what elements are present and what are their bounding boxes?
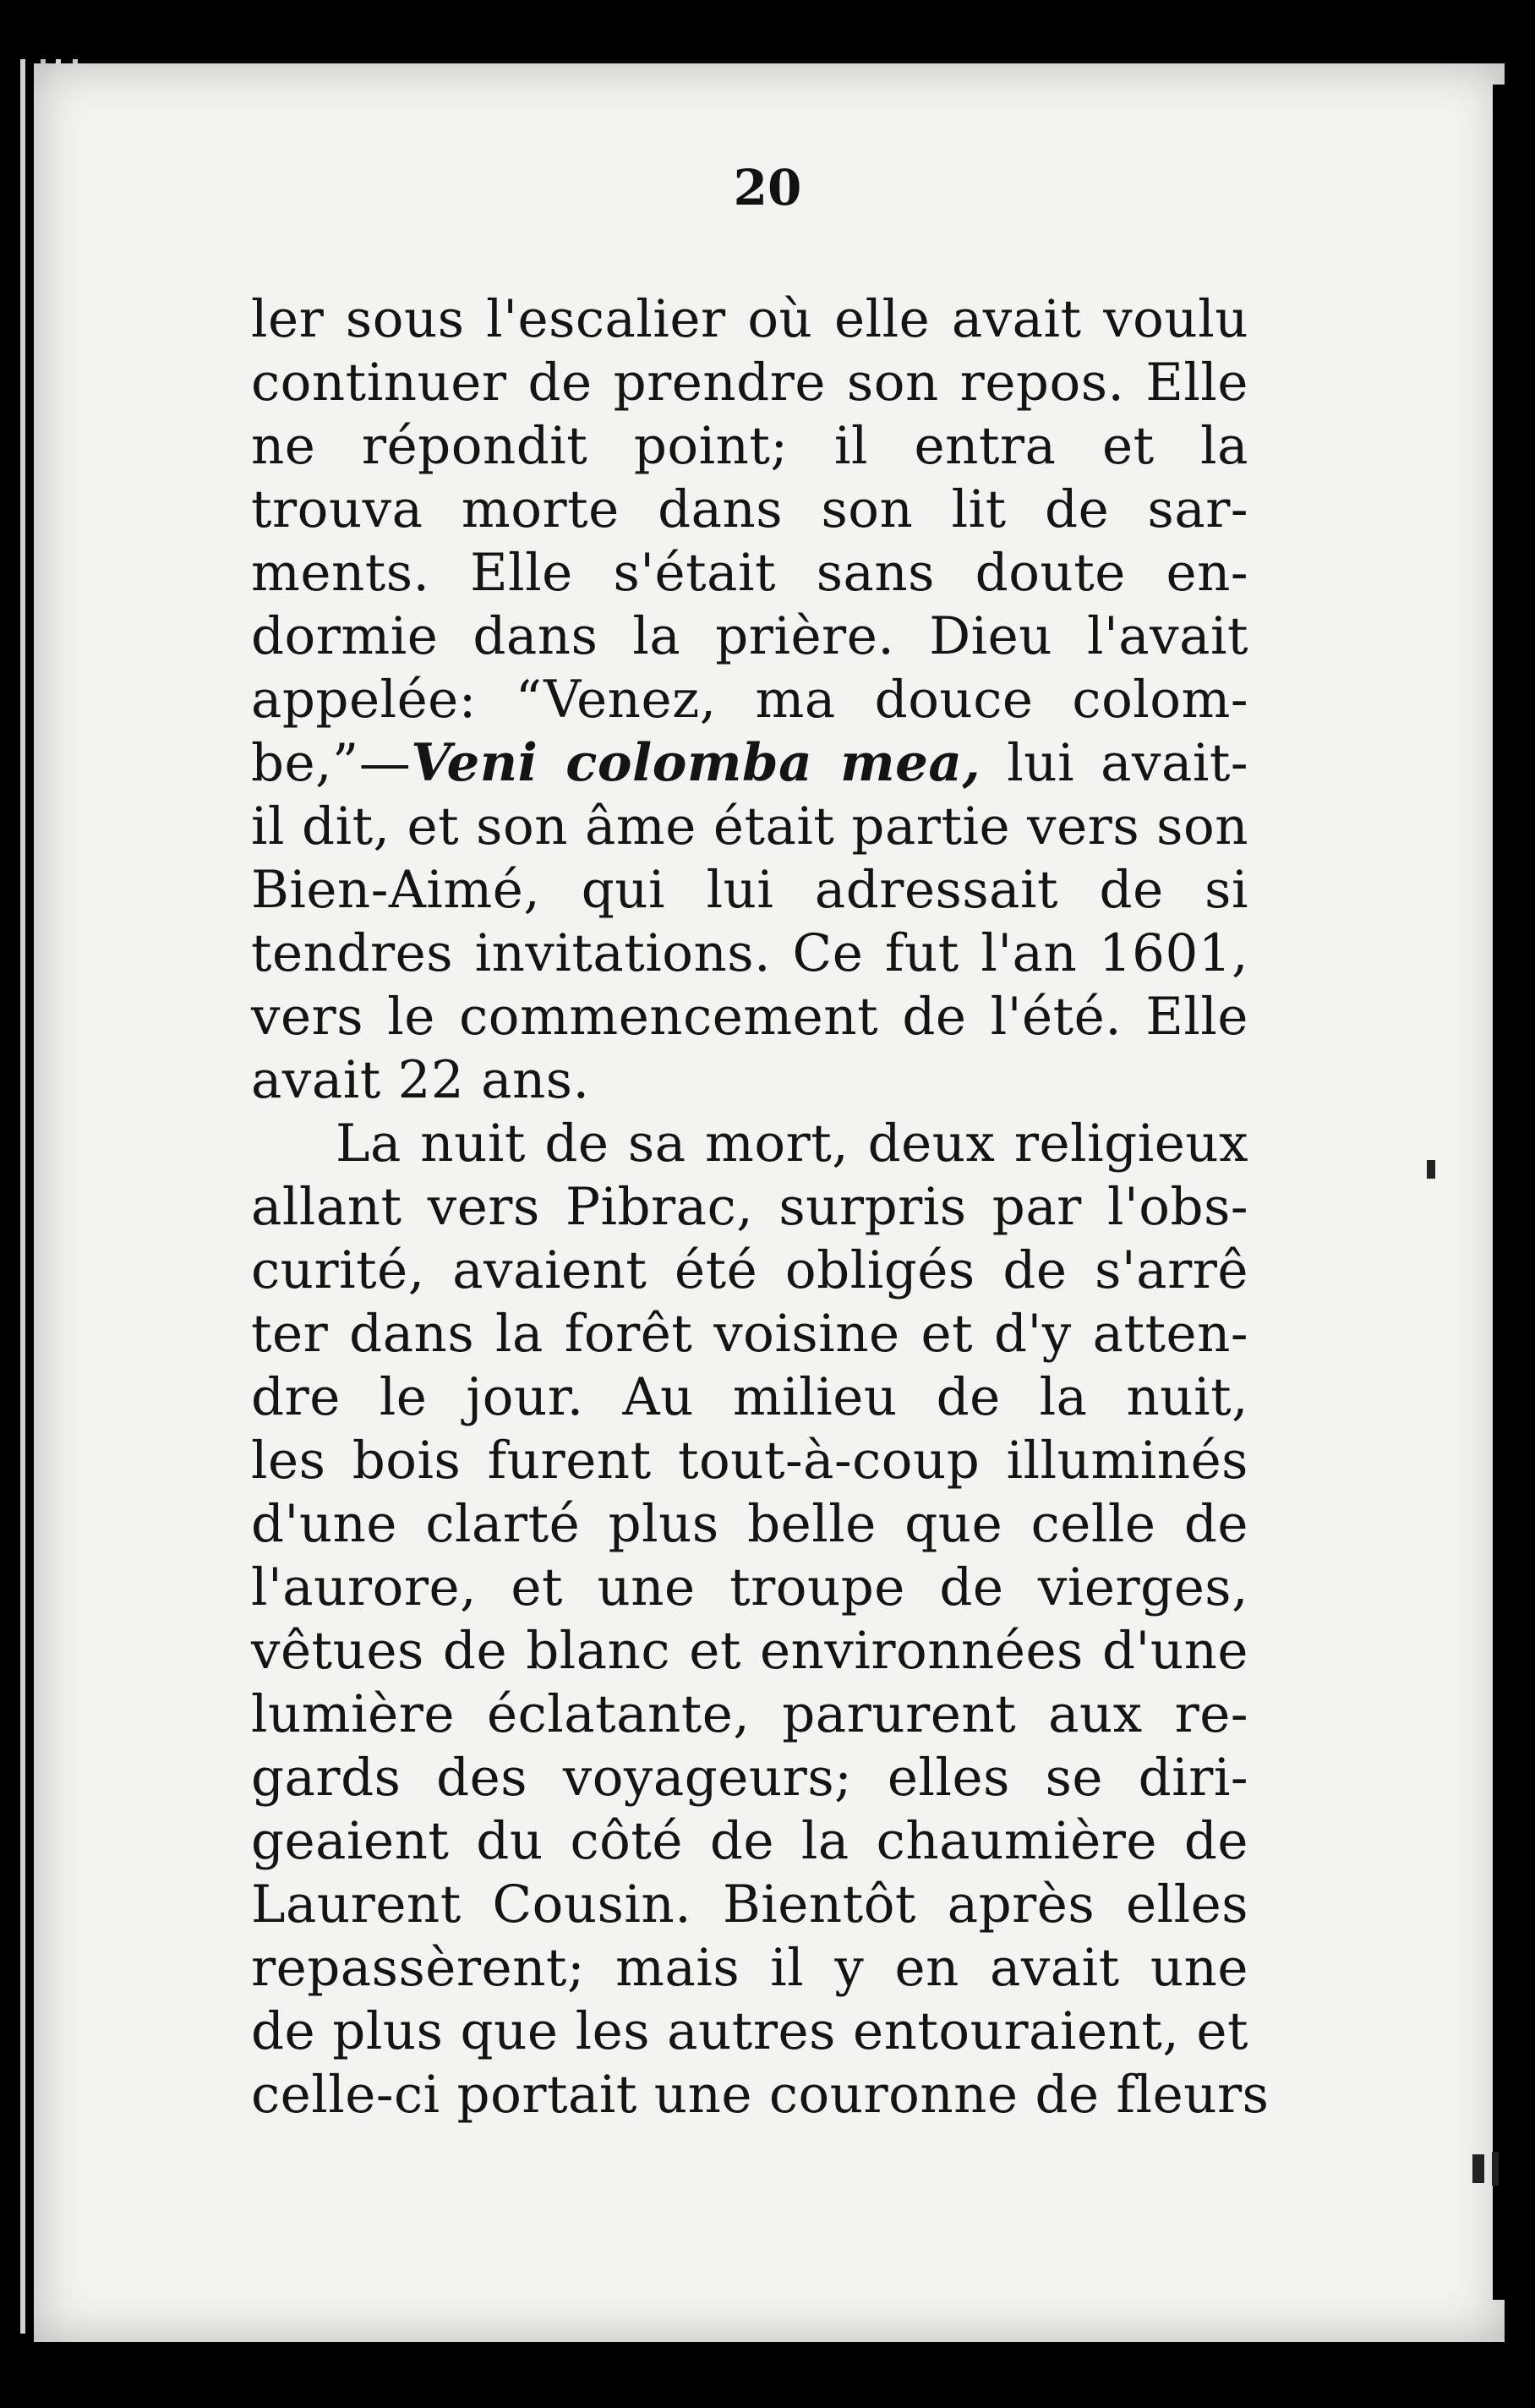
text-line: Laurent Cousin. Bientôt après elles	[251, 1874, 1248, 1935]
text-line: il dit, et son âme était partie vers son	[251, 796, 1248, 856]
body-text	[251, 287, 1270, 2126]
text-line: d'une clarté plus belle que celle de	[251, 1494, 1248, 1554]
latin-phrase: Veni colomba mea,	[411, 733, 981, 793]
text-line: gards des voyageurs; elles se diri-	[251, 1748, 1248, 1808]
text-line: trouva morte dans son lit de sar-	[251, 479, 1248, 539]
text-line: tendres invitations. Ce fut l'an 1601,	[251, 923, 1248, 983]
text-line: geaient du côté de la chaumière de	[251, 1811, 1248, 1871]
text-line: allant vers Pibrac, surpris par l'obs-	[251, 1177, 1248, 1237]
text-line: ler sous l'escalier où elle avait voulu	[251, 289, 1248, 349]
text-line: avait 22 ans.	[251, 1050, 590, 1110]
scan-speck	[1427, 1160, 1435, 1179]
text-line: vers le commencement de l'été. Elle	[251, 987, 1248, 1047]
text-line: ter dans la forêt voisine et d'y atten-	[251, 1304, 1248, 1364]
text-line: repassèrent; mais il y en avait une	[251, 1938, 1248, 1998]
text-line: Bien-Aimé, qui lui adressait de si	[251, 860, 1248, 920]
text-fragment: lui avait-	[981, 733, 1248, 793]
text-line: ments. Elle s'était sans doute en-	[251, 543, 1248, 603]
page-edge	[20, 59, 25, 2334]
text-line: curité, avaient été obligés de s'arrê	[251, 1240, 1248, 1300]
text-line: celle-ci portait une couronne de fleurs	[251, 2065, 1270, 2125]
scan-speck	[1492, 2152, 1499, 2186]
text-line: dre le jour. Au milieu de la nuit,	[251, 1367, 1248, 1427]
text-line: les bois furent tout-à-coup illuminés	[251, 1431, 1248, 1491]
text-line: appelée: “Venez, ma douce colom-	[251, 670, 1248, 730]
text-line: lumière éclatante, parurent aux re-	[251, 1684, 1248, 1744]
text-line: de plus que les autres entouraient, et	[251, 2001, 1248, 2061]
text-line: continuer de prendre son repos. Elle	[251, 353, 1248, 413]
text-line: vêtues de blanc et environnées d'une	[251, 1621, 1248, 1681]
text-line: dormie dans la prière. Dieu l'avait	[251, 606, 1248, 666]
text-fragment: be,”—	[251, 733, 412, 793]
text-line-with-latin	[251, 731, 1248, 795]
page-number: 20	[733, 159, 802, 216]
text-line: La nuit de sa mort, deux religieux	[336, 1114, 1248, 1174]
text-line: l'aurore, et une troupe de vierges,	[251, 1557, 1248, 1617]
scan-speck	[1472, 2154, 1484, 2183]
binding-shadow	[1493, 85, 1510, 2300]
text-line: ne répondit point; il entra et la	[251, 416, 1248, 476]
